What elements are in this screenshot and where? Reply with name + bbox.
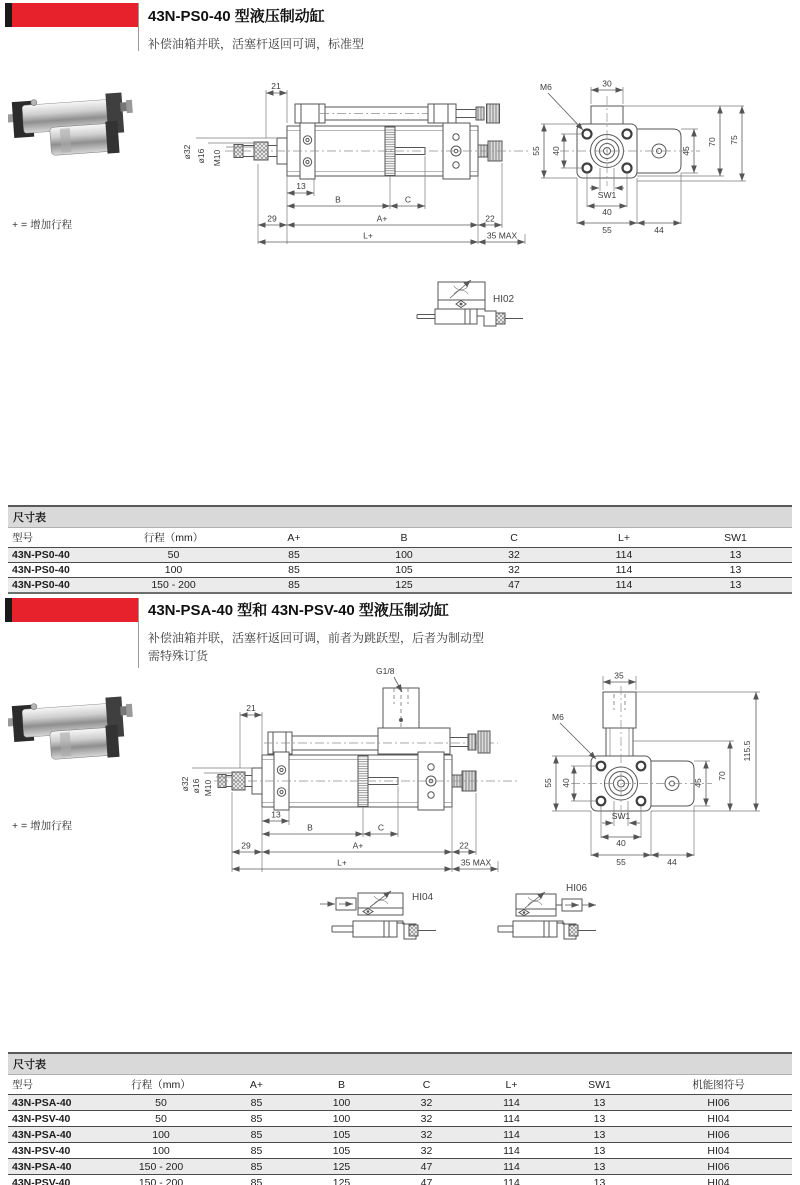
front-view-drawing-2 — [526, 666, 800, 874]
cell-model: 43N-PSV-40 — [8, 1143, 108, 1159]
hydraulic-symbol-hi02 — [405, 256, 600, 346]
cell-aplus: 85 — [214, 1175, 299, 1185]
dim-35: 35 — [614, 670, 624, 681]
cell-c: 32 — [384, 1111, 469, 1127]
cell-sw1: 13 — [554, 1175, 645, 1185]
table-row — [8, 548, 792, 563]
cell-model: 43N-PSV-40 — [8, 1175, 108, 1185]
cylinder-front-geometry — [560, 96, 700, 186]
dim-44: 44 — [667, 857, 677, 867]
cell-sw1: 13 — [679, 548, 792, 563]
table2-header-aplus: A+ — [214, 1075, 299, 1095]
dim-55b: 55 — [602, 225, 612, 235]
cell-b: 105 — [299, 1143, 384, 1159]
table2-header-symbol: 机能图符号 — [645, 1075, 792, 1095]
cell-lplus: 114 — [569, 548, 679, 563]
dim-45: 45 — [681, 146, 691, 156]
hydraulic-symbol-hi04 — [316, 880, 491, 958]
cell-lplus: 114 — [469, 1143, 554, 1159]
cell-lplus: 114 — [469, 1111, 554, 1127]
table2-header-b: B — [299, 1075, 384, 1095]
table1-title: 尺寸表 — [8, 506, 792, 528]
dim-70: 70 — [707, 137, 717, 147]
cell-c: 32 — [384, 1127, 469, 1143]
cell-lplus: 114 — [469, 1175, 554, 1185]
table2-header-stroke: 行程（mm） — [108, 1075, 214, 1095]
stroke-note-1: + = 增加行程 — [12, 219, 73, 231]
cell-c: 32 — [384, 1143, 469, 1159]
dim-c: C — [377, 822, 385, 833]
cell-c: 47 — [384, 1159, 469, 1175]
cell-b: 105 — [299, 1127, 384, 1143]
cell-aplus: 85 — [214, 1127, 299, 1143]
dim-c: C — [404, 194, 412, 205]
dim-m6: M6 — [540, 82, 552, 92]
cell-symbol: HI04 — [645, 1143, 792, 1159]
dim-22: 22 — [485, 213, 495, 224]
table1-header-c: C — [459, 528, 569, 548]
dim-aplus: A+ — [376, 213, 388, 224]
dim-40b: 40 — [602, 207, 612, 217]
dim-sw1: SW1 — [597, 190, 617, 200]
cell-stroke: 50 — [108, 1095, 214, 1111]
cylinder-side-geometry — [214, 688, 520, 810]
cell-c: 32 — [459, 563, 569, 578]
dim-dia16: ø16 — [191, 778, 201, 794]
dim-40: 40 — [561, 778, 571, 788]
cell-model: 43N-PSA-40 — [8, 1127, 108, 1143]
dimension-table-1 — [8, 505, 792, 594]
table2-header-model: 型号 — [8, 1075, 108, 1095]
dim-35max: 35 MAX — [460, 857, 492, 868]
dim-lplus: L+ — [337, 857, 347, 868]
cell-stroke: 100 — [108, 563, 239, 578]
cell-stroke: 50 — [108, 548, 239, 563]
table-row — [8, 1095, 792, 1111]
cell-sw1: 13 — [679, 578, 792, 594]
dim-lplus: L+ — [363, 230, 373, 241]
cell-symbol: HI04 — [645, 1175, 792, 1185]
dim-dia32: ø32 — [180, 776, 190, 792]
dim-55b: 55 — [616, 857, 626, 867]
dim-115-5: 115.5 — [742, 740, 752, 762]
table-row — [8, 1143, 792, 1159]
side-view-drawing-1 — [180, 76, 530, 254]
cell-aplus: 85 — [239, 578, 349, 594]
table-row — [8, 563, 792, 578]
cell-model: 43N-PSA-40 — [8, 1159, 108, 1175]
table-row — [8, 578, 792, 594]
hi02-label: HI02 — [493, 294, 515, 305]
table2-title: 尺寸表 — [8, 1053, 792, 1075]
cell-aplus: 85 — [239, 563, 349, 578]
cylinder-photo — [8, 696, 136, 765]
product-photo-2 — [8, 692, 136, 782]
dim-21: 21 — [271, 81, 281, 91]
cell-symbol: HI06 — [645, 1127, 792, 1143]
dim-70: 70 — [717, 771, 727, 781]
hi06-label: HI06 — [566, 883, 588, 894]
cell-sw1: 13 — [554, 1159, 645, 1175]
cell-stroke: 50 — [108, 1111, 214, 1127]
cell-c: 47 — [384, 1175, 469, 1185]
cell-stroke: 150 - 200 — [108, 578, 239, 594]
cell-sw1: 13 — [679, 563, 792, 578]
section2-divider-line — [138, 598, 139, 668]
cell-lplus: 114 — [569, 578, 679, 594]
cell-b: 105 — [349, 563, 459, 578]
dim-55: 55 — [531, 146, 541, 156]
section2-red-tab — [5, 598, 138, 622]
hi06-geometry — [498, 892, 596, 939]
dim-22: 22 — [459, 840, 469, 851]
cell-c: 32 — [459, 548, 569, 563]
cell-sw1: 13 — [554, 1111, 645, 1127]
dim-75: 75 — [729, 135, 739, 145]
cell-lplus: 114 — [569, 563, 679, 578]
cell-lplus: 114 — [469, 1127, 554, 1143]
stroke-note-2: + = 增加行程 — [12, 820, 73, 832]
table1-header-aplus: A+ — [239, 528, 349, 548]
table-row — [8, 1159, 792, 1175]
cell-b: 125 — [349, 578, 459, 594]
cell-b: 125 — [299, 1159, 384, 1175]
cell-sw1: 13 — [554, 1095, 645, 1111]
cell-model: 43N-PS0-40 — [8, 563, 108, 578]
cell-c: 47 — [459, 578, 569, 594]
dim-40: 40 — [551, 146, 561, 156]
cell-b: 100 — [349, 548, 459, 563]
section2-subtitle-line2: 需特殊订货 — [148, 649, 209, 663]
dim-45: 45 — [693, 778, 703, 788]
dim-35max: 35 MAX — [486, 230, 518, 241]
cell-b: 100 — [299, 1111, 384, 1127]
hydraulic-symbol-hi06 — [496, 880, 651, 958]
dim-dia32: ø32 — [182, 144, 192, 160]
cell-model: 43N-PS0-40 — [8, 548, 108, 563]
table2-header-sw1: SW1 — [554, 1075, 645, 1095]
dim-29: 29 — [241, 840, 251, 851]
cell-stroke: 150 - 200 — [108, 1159, 214, 1175]
dim-sw1: SW1 — [611, 811, 631, 821]
table-row — [8, 1175, 792, 1185]
side-view-drawing-2 — [180, 662, 525, 884]
table1-header-b: B — [349, 528, 459, 548]
cell-sw1: 13 — [554, 1127, 645, 1143]
cell-symbol: HI06 — [645, 1159, 792, 1175]
cell-model: 43N-PSV-40 — [8, 1111, 108, 1127]
table-row — [8, 1111, 792, 1127]
cell-model: 43N-PS0-40 — [8, 578, 108, 594]
cell-b: 125 — [299, 1175, 384, 1185]
section2-title: 43N-PSA-40 型和 43N-PSV-40 型液压制动缸 — [148, 602, 449, 619]
cell-c: 32 — [384, 1095, 469, 1111]
cell-aplus: 85 — [214, 1143, 299, 1159]
dim-40b: 40 — [616, 838, 626, 848]
cylinder-photo — [8, 92, 136, 161]
cell-sw1: 13 — [554, 1143, 645, 1159]
section1-divider-line — [138, 3, 139, 51]
dim-29: 29 — [267, 213, 277, 224]
dim-44: 44 — [654, 225, 664, 235]
table2-header-lplus: L+ — [469, 1075, 554, 1095]
table2-header-c: C — [384, 1075, 469, 1095]
cell-model: 43N-PSA-40 — [8, 1095, 108, 1111]
dim-m6: M6 — [552, 712, 564, 722]
dim-13: 13 — [271, 809, 281, 820]
dim-m10: M10 — [203, 779, 213, 797]
hi04-label: HI04 — [412, 892, 434, 903]
cell-stroke: 150 - 200 — [108, 1175, 214, 1185]
cell-symbol: HI04 — [645, 1111, 792, 1127]
cell-symbol: HI06 — [645, 1095, 792, 1111]
section2-subtitle-line1: 补偿油箱并联，活塞杆返回可调，前者为跳跃型，后者为制动型 — [148, 631, 485, 645]
dim-21: 21 — [246, 703, 256, 713]
dim-b: B — [335, 194, 341, 205]
dim-dia16: ø16 — [196, 148, 206, 164]
front-view-drawing-1 — [520, 76, 800, 254]
table1-header-stroke: 行程（mm） — [108, 528, 239, 548]
dim-13: 13 — [296, 181, 306, 191]
section1-title: 43N-PS0-40 型液压制动缸 — [148, 8, 325, 25]
cell-b: 100 — [299, 1095, 384, 1111]
cell-stroke: 100 — [108, 1143, 214, 1159]
dim-b: B — [307, 822, 313, 833]
cylinder-side-geometry — [225, 104, 528, 179]
dim-aplus: A+ — [352, 840, 364, 851]
dimension-table-2 — [8, 1052, 792, 1185]
table1-header-lplus: L+ — [569, 528, 679, 548]
product-photo-1 — [8, 88, 136, 178]
dim-m10: M10 — [212, 149, 222, 167]
table1-header-model: 型号 — [8, 528, 108, 548]
table-row — [8, 1127, 792, 1143]
cell-aplus: 85 — [214, 1159, 299, 1175]
cell-lplus: 114 — [469, 1095, 554, 1111]
table1-header-sw1: SW1 — [679, 528, 792, 548]
cell-aplus: 85 — [214, 1111, 299, 1127]
cell-lplus: 114 — [469, 1159, 554, 1175]
cell-aplus: 85 — [239, 548, 349, 563]
section1-red-tab — [5, 3, 138, 27]
cell-aplus: 85 — [214, 1095, 299, 1111]
dim-g18: G1/8 — [376, 666, 395, 676]
dim-30: 30 — [602, 78, 612, 89]
cell-stroke: 100 — [108, 1127, 214, 1143]
dim-55: 55 — [543, 778, 553, 788]
section1-subtitle: 补偿油箱并联，活塞杆返回可调，标准型 — [148, 37, 365, 51]
